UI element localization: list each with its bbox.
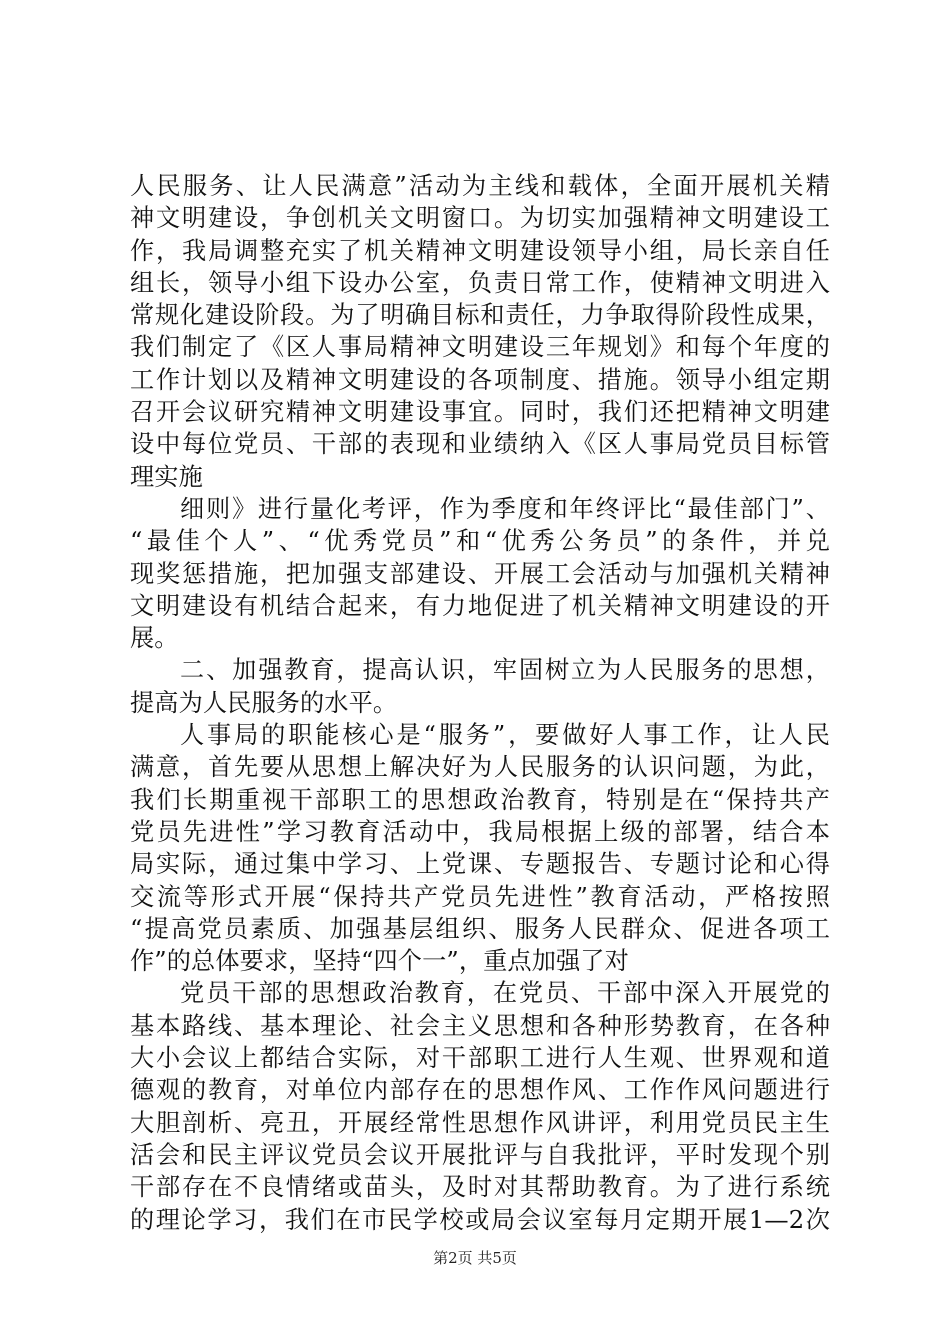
text-line: 工作计划以及精神文明建设的各项制度、措施。领导小组定期 (130, 365, 830, 394)
text-line: 我们长期重视干部职工的思想政治教育，特别是在“保持共产 (130, 785, 830, 814)
text-line: 召开会议研究精神文明建设事宜。同时，我们还把精神文明建 (130, 398, 830, 427)
text-line: 人民服务、让人民满意”活动为主线和载体，全面开展机关精 (130, 172, 830, 200)
text-line: 常规化建设阶段。为了明确目标和责任，力争取得阶段性成果， (130, 301, 830, 330)
document-body (130, 170, 830, 1236)
text-line: 组长，领导小组下设办公室，负责日常工作，使精神文明进入 (130, 268, 830, 297)
text-line: 的理论学习，我们在市民学校或局会议室每月定期开展1—2次 (130, 1205, 830, 1234)
text-line: 干部存在不良情绪或苗头，及时对其帮助教育。为了进行系统 (130, 1173, 830, 1202)
text-line: “提高党员素质、加强基层组织、服务人民群众、促进各项工 (130, 914, 830, 943)
text-line: 人事局的职能核心是“服务”，要做好人事工作，让人民 (180, 721, 830, 750)
text-line: 基本路线、基本理论、社会主义思想和各种形势教育，在各种 (130, 1011, 830, 1040)
text-line: 大小会议上都结合实际，对干部职工进行人生观、世界观和道 (130, 1044, 830, 1073)
text-line: 大胆剖析、亮丑，开展经常性思想作风讲评，利用党员民主生 (130, 1108, 830, 1137)
text-line: 党员先进性”学习教育活动中，我局根据上级的部署，结合本 (130, 817, 830, 846)
text-line: 作”的总体要求，坚持“四个一”，重点加强了对 (130, 947, 629, 976)
text-line: 文明建设有机结合起来，有力地促进了机关精神文明建设的开 (130, 591, 830, 620)
text-line: 我们制定了《区人事局精神文明建设三年规划》和每个年度的 (130, 333, 830, 362)
text-line: 作，我局调整充实了机关精神文明建设领导小组，局长亲自任 (130, 236, 830, 265)
section-heading-line: 二、加强教育，提高认识，牢固树立为人民服务的思想， (180, 656, 830, 685)
text-line: 满意，首先要从思想上解决好为人民服务的认识问题，为此， (130, 753, 830, 782)
text-line: 德观的教育，对单位内部存在的思想作风、工作作风问题进行 (130, 1076, 830, 1105)
text-line: 现奖惩措施，把加强支部建设、开展工会活动与加强机关精神 (130, 559, 830, 588)
text-line: 神文明建设，争创机关文明窗口。为切实加强精神文明建设工 (130, 204, 830, 233)
text-line: 局实际，通过集中学习、上党课、专题报告、专题讨论和心得 (130, 850, 830, 879)
text-line: 细则》进行量化考评，作为季度和年终评比“最佳部门”、 (180, 494, 830, 523)
section-heading-line: 提高为人民服务的水平。 (130, 688, 398, 717)
text-line: 党员干部的思想政治教育，在党员、干部中深入开展党的 (180, 979, 830, 1008)
text-line: 交流等形式开展“保持共产党员先进性”教育活动，严格按照 (130, 882, 830, 911)
text-line: “最佳个人”、“优秀党员”和“优秀公务员”的条件，并兑 (130, 527, 830, 556)
text-line: 活会和民主评议党员会议开展批评与自我批评，平时发现个别 (130, 1140, 830, 1169)
page-footer: 第2页 共5页 (433, 1249, 517, 1267)
text-line: 展。 (130, 624, 179, 653)
text-line: 理实施 (130, 462, 203, 491)
text-line: 设中每位党员、干部的表现和业绩纳入《区人事局党员目标管 (130, 430, 830, 459)
